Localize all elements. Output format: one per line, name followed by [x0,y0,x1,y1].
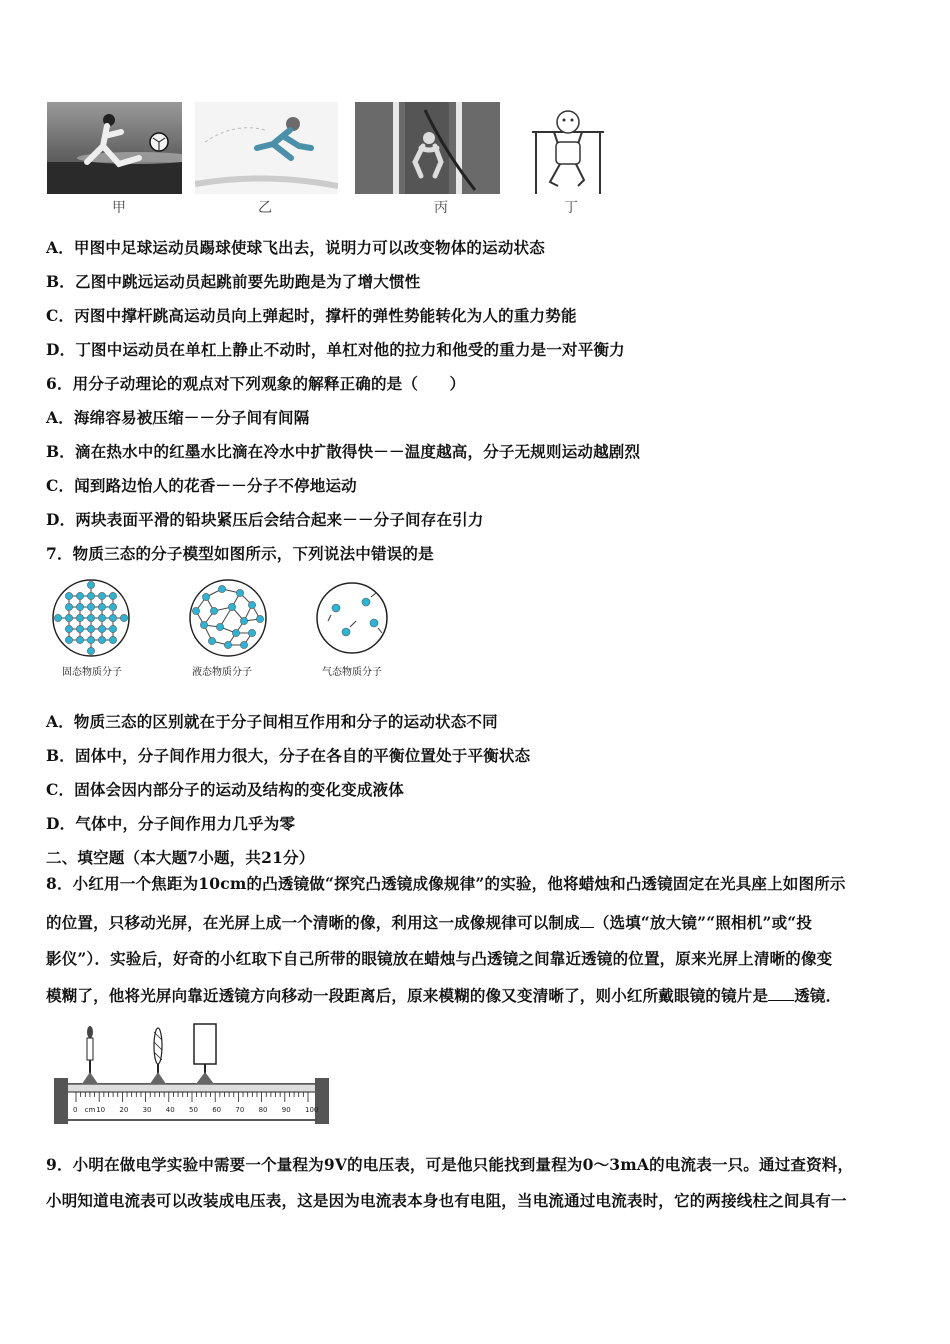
solid-molecule [109,603,116,610]
solid-molecule [109,592,116,599]
ruler-label: 30 [142,1106,152,1114]
liquid-molecule [224,641,231,648]
ruler-label: 100 [305,1106,319,1114]
caption-gas: 气态物质分子 [322,667,382,678]
q7-option-d: D．气体中，分子间作用力几乎为零 [46,814,296,833]
q6-option-c: C．闻到路边怡人的花香－－分子不停地运动 [46,476,357,495]
solid-molecule [76,625,83,632]
solid-molecule [65,625,72,632]
q5-option-b: B．乙图中跳远运动员起跳前要先助跑是为了增大惯性 [46,272,421,291]
q8-line-2-b: （选填“放大镜”“照相机”或“投 [593,913,813,932]
solid-molecule [87,636,94,643]
q6-option-d: D．两块表面平滑的铅块紧压后会结合起来－－分子间存在引力 [46,510,484,529]
liquid-molecule [232,629,239,636]
q8-line-4 [46,984,841,1006]
liquid-state-diagram [190,580,266,656]
ruler-label: 10 [96,1106,106,1114]
solid-molecule [98,614,105,621]
liquid-molecule [256,615,263,622]
candle [82,1026,98,1084]
q6-stem: 6．用分子动理论的观点对下列观象的解释正确的是（ ） [46,374,466,393]
q6-option-b: B．滴在热水中的红墨水比滴在冷水中扩散得快－－温度越高，分子无规则运动越剧烈 [46,442,641,461]
liquid-molecule [240,641,247,648]
q5-option-a: A．甲图中足球运动员踢球使球飞出去，说明力可以改变物体的运动状态 [46,238,545,257]
q7-option-a: A．物质三态的区别就在于分子间相互作用和分子的运动状态不同 [46,712,498,731]
liquid-molecule [192,607,199,614]
solid-molecule [87,647,94,654]
figure-long-jumper [195,102,338,194]
solid-molecule [87,603,94,610]
caption-solid: 固态物质分子 [62,667,122,678]
q8-line-4-a: 模糊了，他将光屏向靠近透镜方向移动一段距离后，原来模糊的像又变清晰了，则小红所戴眼镜的镜片是 [46,986,769,1005]
q9-line-1: 9．小明在做电学实验中需要一个量程为9V的电压表，可是他只能找到量程为0～3mA的电流表一只。通过查资料， [46,1155,854,1174]
convex-lens [150,1028,166,1084]
ruler-label: 50 [189,1106,198,1114]
q8-line-1: 8．小红用一个焦距为10cm的凸透镜做“探究凸透镜成像规律”的实验，他将蜡烛和凸透镜固定在光具座上如图所示 [46,874,846,893]
solid-state-diagram [53,580,129,656]
q5-option-d: D．丁图中运动员在单杠上静止不动时，单杠对他的拉力和他受的重力是一对平衡力 [46,340,625,359]
liquid-molecule [216,623,223,630]
liquid-molecule [240,617,247,624]
solid-molecule [76,636,83,643]
solid-molecule [87,581,94,588]
solid-molecule [87,625,94,632]
solid-molecule [76,614,83,621]
q8-line-2-a: 的位置，只移动光屏，在光屏上成一个清晰的像，利用这一成像规律可以制成 [46,913,580,932]
liquid-molecule [236,589,243,596]
solid-molecule [87,614,94,621]
ruler-label: 0 [73,1106,78,1114]
q7-option-b: B．固体中，分子间作用力很大，分子在各自的平衡位置处于平衡状态 [46,746,531,765]
caption-jia: 甲 [112,200,126,216]
solid-molecule [109,614,116,621]
q7-option-c: C．固体会因内部分子的运动及结构的变化变成液体 [46,780,404,799]
figure-optical-bench [46,1020,336,1130]
q8-line-2 [46,911,812,933]
light-screen [194,1024,216,1084]
caption-liquid: 液态物质分子 [192,667,252,678]
q8-line-3: 影仪”）．实验后，好奇的小红取下自己所带的眼镜放在蜡烛与凸透镜之间靠近透镜的位置，原来光屏上清晰的像变 [46,949,833,968]
solid-molecule [98,592,105,599]
ruler-label: cm [84,1106,96,1114]
ruler-label: 40 [165,1106,175,1114]
solid-molecule [98,603,105,610]
q8-blank-1[interactable] [580,913,594,928]
figure-soccer-player [47,102,182,194]
q6-option-a: A．海绵容易被压缩－－分子间有间隔 [46,408,310,427]
q8-line-4-b: 透镜． [794,986,842,1005]
section-heading: 二、填空题（本大题7小题，共21分） [46,848,315,867]
solid-molecule [76,592,83,599]
ruler-label: 80 [258,1106,268,1114]
q7-stem: 7．物质三态的分子模型如图所示，下列说法中错误的是 [46,544,434,563]
figure-horizontal-bar [524,102,614,194]
solid-molecule [65,636,72,643]
solid-molecule [120,614,127,621]
solid-molecule [65,592,72,599]
q8-blank-2[interactable] [768,986,794,1001]
liquid-molecule [200,621,207,628]
solid-molecule [98,636,105,643]
liquid-molecule [228,603,235,610]
q5-option-c: C．丙图中撑杆跳高运动员向上弹起时，撑杆的弹性势能转化为人的重力势能 [46,306,577,325]
liquid-molecule [248,601,255,608]
liquid-molecule [202,593,209,600]
q9-line-2: 小明知道电流表可以改装成电压表，这是因为电流表本身也有电阻，当电流通过电流表时，它的两接线柱之间具有一 [46,1191,847,1210]
solid-molecule [54,614,61,621]
solid-molecule [87,592,94,599]
solid-molecule [109,625,116,632]
ruler-label: 90 [281,1106,291,1114]
caption-ding: 丁 [564,200,578,216]
solid-molecule [65,614,72,621]
solid-molecule [76,603,83,610]
ruler-label: 60 [212,1106,222,1114]
liquid-molecule [248,629,255,636]
solid-molecule [98,625,105,632]
liquid-molecule [210,607,217,614]
figure-pole-vaulter [355,102,500,194]
caption-bing: 丙 [434,200,448,216]
gas-state-diagram [317,583,387,653]
solid-molecule [109,636,116,643]
caption-yi: 乙 [258,200,272,216]
ruler-label: 20 [119,1106,129,1114]
liquid-molecule [218,585,225,592]
liquid-molecule [208,637,215,644]
solid-molecule [65,603,72,610]
ruler-label: 70 [235,1106,245,1114]
